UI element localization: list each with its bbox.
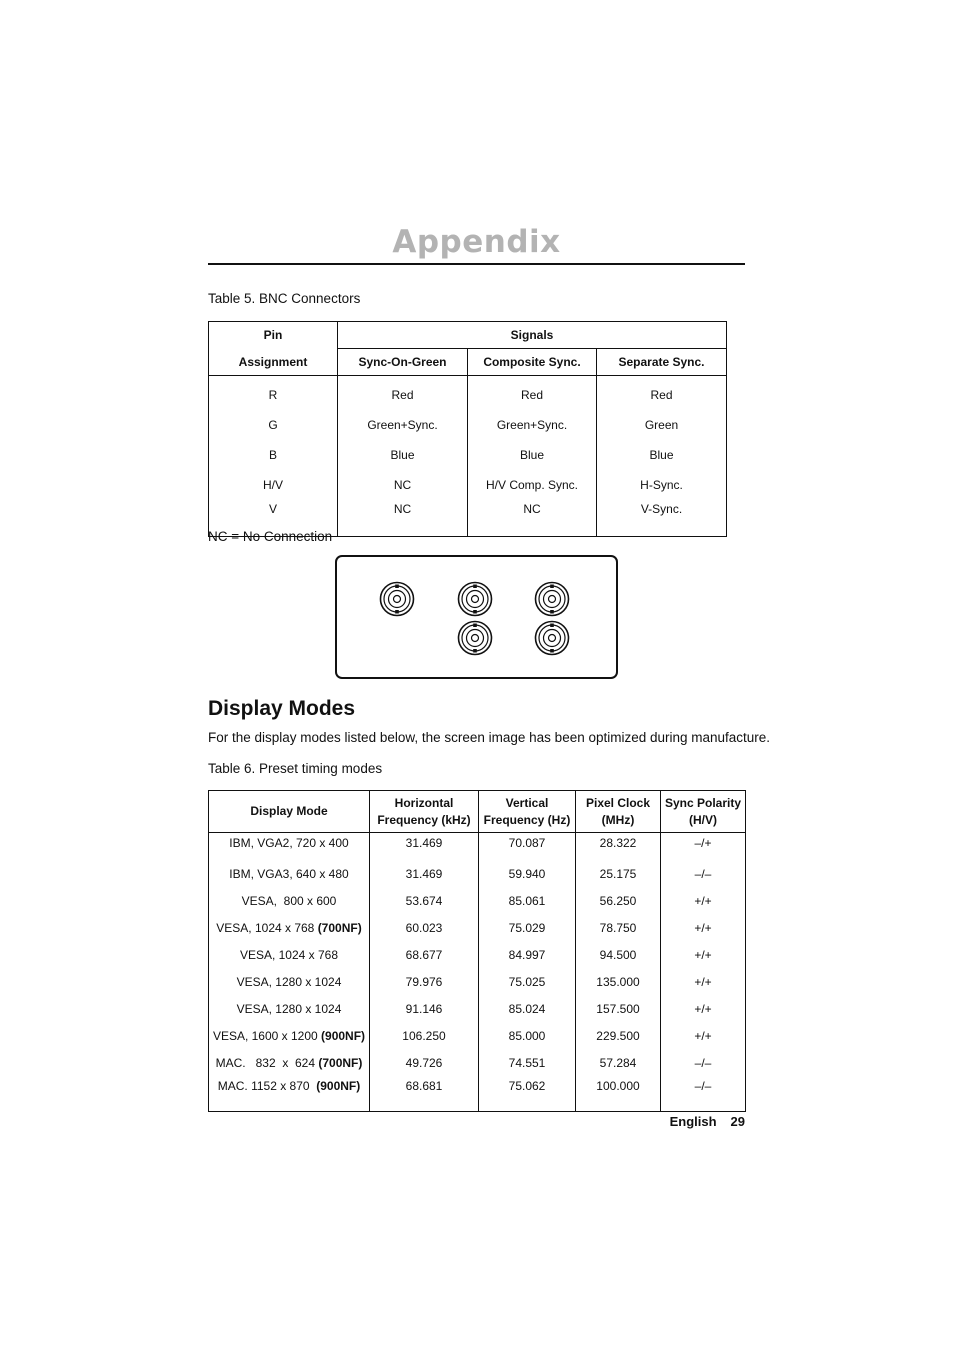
mode-cell: VESA, 1024 x 768 (700NF)	[209, 914, 370, 941]
comp-cell: H/V Comp. Sync.	[468, 470, 597, 500]
polarity-cell: +/+	[661, 968, 746, 995]
clock-cell: 229.500	[576, 1022, 661, 1049]
table-row	[209, 995, 746, 1022]
footer-language: English	[669, 1114, 717, 1129]
table-row	[209, 860, 746, 887]
polarity-cell: +/+	[661, 887, 746, 914]
bnc-connector-icon	[534, 620, 570, 656]
table-row	[209, 410, 727, 440]
col-display-mode: Display Mode	[209, 791, 370, 833]
page-number: 29	[730, 1114, 745, 1129]
col-sync-on-green: Sync-On-Green	[338, 349, 468, 376]
polarity-cell: –/–	[661, 1049, 746, 1076]
mode-cell: VESA, 1280 x 1024	[209, 968, 370, 995]
hfreq-cell: 68.681	[370, 1076, 479, 1112]
polarity-cell: –/–	[661, 1076, 746, 1112]
col-pixel-clock	[576, 791, 661, 833]
clock-cell: 57.284	[576, 1049, 661, 1076]
polarity-cell: +/+	[661, 1022, 746, 1049]
table-row	[209, 440, 727, 470]
mode-cell: MAC. 1152 x 870 (900NF)	[209, 1076, 370, 1112]
mode-cell: MAC. 832 x 624 (700NF)	[209, 1049, 370, 1076]
vfreq-cell: 75.025	[479, 968, 576, 995]
comp-cell: Red	[468, 376, 597, 411]
sog-cell: NC	[338, 470, 468, 500]
col-composite-sync: Composite Sync.	[468, 349, 597, 376]
heading-rule	[208, 263, 745, 265]
bnc-connector-panel	[335, 555, 618, 679]
table-row	[209, 887, 746, 914]
header-line: (MHz)	[601, 812, 635, 827]
table-row	[209, 376, 727, 411]
col-vertical-frequency	[479, 791, 576, 833]
table-row	[209, 914, 746, 941]
hfreq-cell: 31.469	[370, 860, 479, 887]
table-row	[209, 941, 746, 968]
header-line: Pixel Clock	[585, 795, 651, 810]
vfreq-cell: 85.024	[479, 995, 576, 1022]
polarity-cell: +/+	[661, 995, 746, 1022]
nc-note: NC = No Connection	[208, 529, 333, 544]
col-separate-sync: Separate Sync.	[597, 349, 727, 376]
bnc-connector-icon	[457, 620, 493, 656]
polarity-cell: +/+	[661, 941, 746, 968]
hfreq-cell: 68.677	[370, 941, 479, 968]
header-line: (H/V)	[689, 812, 717, 827]
table-row	[209, 1076, 746, 1112]
clock-cell: 56.250	[576, 887, 661, 914]
clock-cell: 157.500	[576, 995, 661, 1022]
hfreq-cell: 79.976	[370, 968, 479, 995]
bnc-connector-icon	[457, 581, 493, 617]
clock-cell: 100.000	[576, 1076, 661, 1112]
sog-cell: NC	[338, 500, 468, 537]
mode-cell: VESA, 1280 x 1024	[209, 995, 370, 1022]
pin-cell: G	[209, 410, 338, 440]
bnc-connectors-table	[208, 321, 727, 537]
vfreq-cell: 74.551	[479, 1049, 576, 1076]
pin-header-top: Pin	[209, 322, 338, 349]
signals-header: Signals	[338, 322, 727, 349]
clock-cell: 28.322	[576, 833, 661, 861]
pin-header-bottom: Assignment	[209, 349, 338, 376]
hfreq-cell: 53.674	[370, 887, 479, 914]
table5-caption: Table 5. BNC Connectors	[208, 291, 361, 306]
sep-cell: H-Sync.	[597, 470, 727, 500]
pin-cell: B	[209, 440, 338, 470]
bnc-connector-icon	[379, 581, 415, 617]
mode-cell: VESA, 1600 x 1200 (900NF)	[209, 1022, 370, 1049]
pin-cell: V	[209, 500, 338, 537]
polarity-cell: –/+	[661, 833, 746, 861]
clock-cell: 135.000	[576, 968, 661, 995]
table-row	[209, 833, 746, 861]
hfreq-cell: 60.023	[370, 914, 479, 941]
hfreq-cell: 91.146	[370, 995, 479, 1022]
sog-cell: Blue	[338, 440, 468, 470]
mode-cell: IBM, VGA3, 640 x 480	[209, 860, 370, 887]
clock-cell: 78.750	[576, 914, 661, 941]
table-row	[209, 1049, 746, 1076]
table-row	[209, 470, 727, 500]
mode-cell: VESA, 1024 x 768	[209, 941, 370, 968]
clock-cell: 94.500	[576, 941, 661, 968]
mode-cell: IBM, VGA2, 720 x 400	[209, 833, 370, 861]
col-sync-polarity	[661, 791, 746, 833]
vfreq-cell: 85.061	[479, 887, 576, 914]
header-line: Sync Polarity	[664, 795, 742, 810]
pin-cell: H/V	[209, 470, 338, 500]
mode-cell: VESA, 800 x 600	[209, 887, 370, 914]
table-row	[209, 968, 746, 995]
clock-cell: 25.175	[576, 860, 661, 887]
hfreq-cell: 49.726	[370, 1049, 479, 1076]
vfreq-cell: 75.029	[479, 914, 576, 941]
table-row	[209, 1022, 746, 1049]
vfreq-cell: 70.087	[479, 833, 576, 861]
sog-cell: Red	[338, 376, 468, 411]
polarity-cell: +/+	[661, 914, 746, 941]
section-title: Display Modes	[208, 697, 356, 720]
page-heading: Appendix	[392, 224, 561, 260]
vfreq-cell: 59.940	[479, 860, 576, 887]
vfreq-cell: 85.000	[479, 1022, 576, 1049]
comp-cell: NC	[468, 500, 597, 537]
bnc-connector-icon	[534, 581, 570, 617]
col-horizontal-frequency	[370, 791, 479, 833]
sep-cell: Blue	[597, 440, 727, 470]
header-line: Frequency (kHz)	[377, 812, 471, 827]
comp-cell: Blue	[468, 440, 597, 470]
hfreq-cell: 31.469	[370, 833, 479, 861]
header-line: Frequency (Hz)	[483, 812, 571, 827]
sep-cell: Red	[597, 376, 727, 411]
sep-cell: Green	[597, 410, 727, 440]
comp-cell: Green+Sync.	[468, 410, 597, 440]
preset-timing-table	[208, 790, 746, 1112]
sep-cell: V-Sync.	[597, 500, 727, 537]
intro-paragraph: For the display modes listed below, the screen image has been optimized during manufacture.	[208, 730, 771, 745]
polarity-cell: –/–	[661, 860, 746, 887]
vfreq-cell: 84.997	[479, 941, 576, 968]
vfreq-cell: 75.062	[479, 1076, 576, 1112]
page-footer	[600, 1114, 745, 1129]
hfreq-cell: 106.250	[370, 1022, 479, 1049]
header-line: Vertical	[505, 795, 549, 810]
pin-cell: R	[209, 376, 338, 411]
sog-cell: Green+Sync.	[338, 410, 468, 440]
table6-caption: Table 6. Preset timing modes	[208, 761, 383, 776]
header-line: Horizontal	[394, 795, 454, 810]
